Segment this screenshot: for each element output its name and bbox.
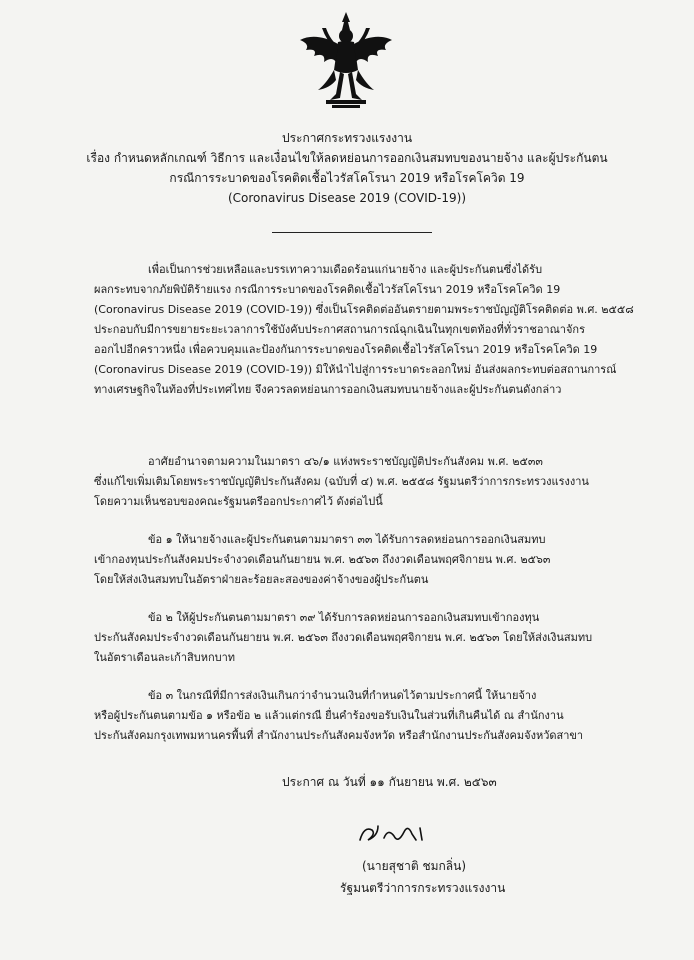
text-line: (Coronavirus Disease 2019 (COVID-19)) มิให้นำไปสู่การระบาดระลอกใหม่ อันส่งผลกระทบต่อสถานการณ์ [94,363,617,376]
text-line: โดยให้ส่งเงินสมทบในอัตราฝ่ายละร้อยละสองของค่าจ้างของผู้ประกันตน [94,573,429,586]
text-line: ออกไปอีกคราวหนึ่ง เพื่อควบคุมและป้องกันการระบาดของโรคติดเชื้อไวรัสโคโรนา 2019 หรือโรคโควิด 19 [94,343,598,356]
text-line: (Coronavirus Disease 2019 (COVID-19)) ซึ่งเป็นโรคติดต่ออันตรายตามพระราชบัญญัติโรคติดต่อ พ.ศ. ๒๕๕๘ [94,303,634,316]
garuda-emblem-icon [296,10,396,112]
text-line: ซึ่งแก้ไขเพิ่มเติมโดยพระราชบัญญัติประกันสังคม (ฉบับที่ ๔) พ.ศ. ๒๕๕๘ รัฐมนตรีว่าการกระทรวงแรงงาน [94,475,589,488]
announcement-title: ประกาศกระทรวงแรงงาน [281,131,413,145]
text-line: อาศัยอำนาจตามความในมาตรา ๔๖/๑ แห่งพระราชบัญญัติประกันสังคม พ.ศ. ๒๕๓๓ [148,455,543,468]
text-line: ประกอบกับมีการขยายระยะเวลาการใช้บังคับประกาศสถานการณ์ฉุกเฉินในทุกเขตท้องที่ทั่วราชอาณาจักร [94,323,585,336]
text-line: ข้อ ๒ ให้ผู้ประกันตนตามมาตรา ๓๙ ได้รับการลดหย่อนการออกเงินสมทบเข้ากองทุน [148,611,540,624]
signature-icon [354,818,434,850]
signatory-title: รัฐมนตรีว่าการกระทรวงแรงงาน [340,881,506,895]
text-line: เพื่อเป็นการช่วยเหลือและบรรเทาความเดือดร้อนแก่นายจ้าง และผู้ประกันตนซึ่งได้รับ [148,263,543,276]
signatory-name: (นายสุชาติ ชมกลิ่น) [362,859,467,873]
text-line: ทางเศรษฐกิจในท้องที่ประเทศไทย จึงควรลดหย่อนการออกเงินสมทบนายจ้างและผู้ประกันตนดังกล่าว [94,383,562,396]
text-line: ประกันสังคมกรุงเทพมหานครพื้นที่ สำนักงานประกันสังคมจังหวัด หรือสำนักงานประกันสังคมจังหวัดสาขา [94,729,584,742]
text-line: หรือผู้ประกันตนตามข้อ ๑ หรือข้อ ๒ แล้วแต่กรณี ยื่นคำร้องขอรับเงินในส่วนที่เกินคืนได้ ณ สำนักงาน [94,709,564,722]
subject-line-3: (Coronavirus Disease 2019 (COVID-19)) [227,191,467,205]
paragraph-clause-1 [94,530,654,590]
text-line: โดยความเห็นชอบของคณะรัฐมนตรีออกประกาศไว้ ดังต่อไปนี้ [94,495,383,508]
paragraph-preamble [94,260,654,400]
title-divider [272,232,432,233]
subject-line-2: กรณีการระบาดของโรคติดเชื้อไวรัสโคโรนา 2019 หรือโรคโควิด 19 [169,171,525,185]
subject-line-1: เรื่อง กำหนดหลักเกณฑ์ วิธีการ และเงื่อนไขให้ลดหย่อนการออกเงินสมทบของนายจ้าง และผู้ประกันตน [86,151,608,165]
text-line: เข้ากองทุนประกันสังคมประจำงวดเดือนกันยายน พ.ศ. ๒๕๖๓ ถึงงวดเดือนพฤศจิกายน พ.ศ. ๒๕๖๓ [94,553,551,566]
text-line: ในอัตราเดือนละเก้าสิบหกบาท [94,651,236,664]
text-line: ผลกระทบจากภัยพิบัติร้ายแรง กรณีการระบาดของโรคติดเชื้อไวรัสโคโรนา 2019 หรือโรคโควิด 19 [94,283,561,296]
text-line: ประกันสังคมประจำงวดเดือนกันยายน พ.ศ. ๒๕๖๓ ถึงงวดเดือนพฤศจิกายน พ.ศ. ๒๕๖๓ โดยให้ส่งเงินสมทบ [94,631,593,644]
text-line: ข้อ ๑ ให้นายจ้างและผู้ประกันตนตามมาตรา ๓๓ ได้รับการลดหย่อนการออกเงินสมทบ [148,533,546,546]
paragraph-clause-3 [94,686,654,746]
text-line: ข้อ ๓ ในกรณีที่มีการส่งเงินเกินกว่าจำนวนเงินที่กำหนดไว้ตามประกาศนี้ ให้นายจ้าง [148,689,537,702]
paragraph-clause-2 [94,608,654,668]
paragraph-authority [94,452,654,512]
date-line: ประกาศ ณ วันที่ ๑๑ กันยายน พ.ศ. ๒๕๖๓ [282,775,497,789]
